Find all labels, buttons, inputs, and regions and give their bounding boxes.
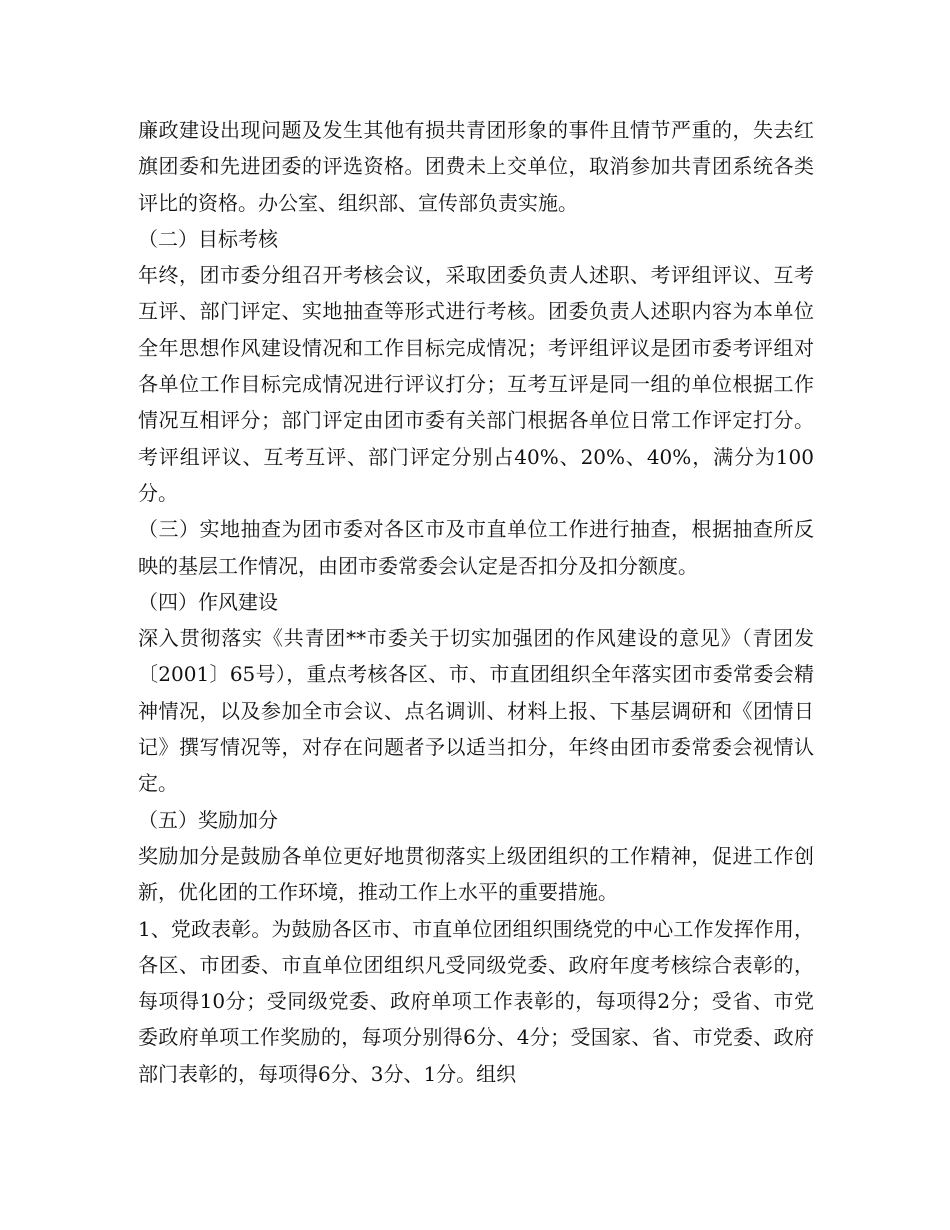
paragraph: 廉政建设出现问题及发生其他有损共青团形象的事件且情节严重的，失去红旗团委和先进团委的评选资格。团费未上交单位，取消参加共青团系统各类评比的资格。办公室、组织部、宣传部负责实施。: [138, 118, 814, 215]
paragraph: 深入贯彻落实《共青团**市委关于切实加强团的作风建设的意见》（青团发〔2001〕65号），重点考核各区、市、市直团组织全年落实团市委常委会精神情况，以及参加全市会议、点名调训、材料上报、下基层调研和《团情日记》撰写情况等，对存在问题者予以适当扣分，年终由团市委常委会视情认定。: [138, 626, 814, 796]
paragraph: 年终，团市委分组召开考核会议，采取团委负责人述职、考评组评议、互考互评、部门评定、实地抽查等形式进行考核。团委负责人述职内容为本单位全年思想作风建设情况和工作目标完成情况；考评组评议是团市委考评组对各单位工作目标完成情况进行评议打分；互考互评是同一组的单位根据工作情况互相评分；部门评定由团市委有关部门根据各单位日常工作评定打分。考评组评议、互考互评、部门评定分别占40%、20%、40%，满分为100分。: [138, 263, 814, 505]
document-body: [138, 112, 814, 1092]
section-heading: （四）作风建设: [138, 589, 278, 614]
paragraph: 1、党政表彰。为鼓励各区市、市直单位团组织围绕党的中心工作发挥作用，各区、市团委、市直单位团组织凡受同级党委、政府年度考核综合表彰的，每项得10分；受同级党委、政府单项工作表彰的，每项得2分；受省、市党委政府单项工作奖励的，每项分别得6分、4分；受国家、省、市党委、政府部门表彰的，每项得6分、3分、1分。组织: [138, 916, 814, 1086]
paragraph: 奖励加分是鼓励各单位更好地贯彻落实上级团组织的工作精神，促进工作创新，优化团的工作环境，推动工作上水平的重要措施。: [138, 843, 814, 905]
paragraph: （三）实地抽查为团市委对各区市及市直单位工作进行抽查，根据抽查所反映的基层工作情况，由团市委常委会认定是否扣分及扣分额度。: [138, 517, 814, 578]
section-heading: （二）目标考核: [138, 226, 278, 251]
section-heading: （五）奖励加分: [138, 807, 278, 832]
